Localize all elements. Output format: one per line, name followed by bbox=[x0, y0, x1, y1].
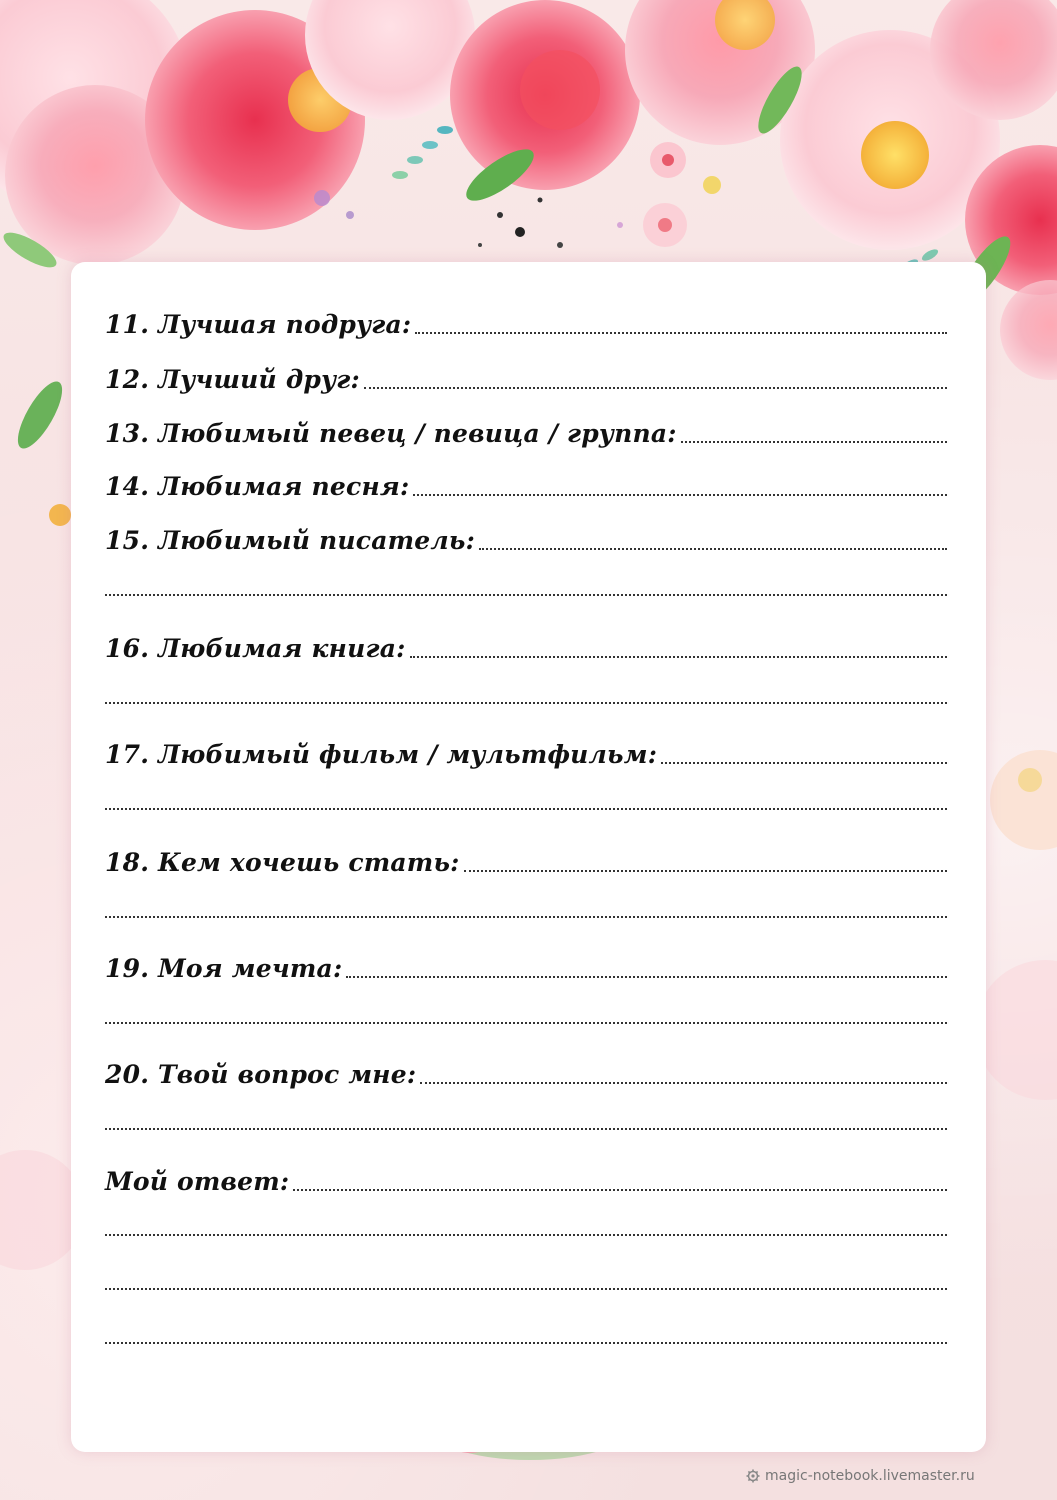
peony-flower bbox=[520, 50, 600, 130]
footer-credit bbox=[746, 1468, 975, 1484]
question-row bbox=[105, 1153, 947, 1197]
question-label: 18. Кем хочешь стать: bbox=[105, 848, 460, 877]
question-row bbox=[105, 512, 947, 556]
question-label: 13. Любимый певец / певица / группа: bbox=[105, 419, 677, 448]
question-label: 11. Лучшая подруга: bbox=[105, 310, 412, 339]
question-row bbox=[105, 620, 947, 664]
question-row bbox=[105, 940, 947, 984]
answer-line-continued[interactable] bbox=[105, 1288, 947, 1290]
question-label: 16. Любимая книга: bbox=[105, 634, 406, 663]
answer-line-continued[interactable] bbox=[105, 1234, 947, 1236]
question-row bbox=[105, 458, 947, 502]
question-row bbox=[105, 351, 947, 395]
answer-line[interactable] bbox=[293, 1189, 947, 1191]
answer-line[interactable] bbox=[346, 976, 947, 978]
answer-line-continued[interactable] bbox=[105, 1342, 947, 1344]
answer-line[interactable] bbox=[364, 387, 947, 389]
footer-url: magic-notebook.livemaster.ru bbox=[765, 1468, 975, 1484]
answer-line[interactable] bbox=[420, 1082, 947, 1084]
answer-line[interactable] bbox=[413, 494, 947, 496]
question-row bbox=[105, 296, 947, 340]
answer-line[interactable] bbox=[410, 656, 947, 658]
question-label: 19. Моя мечта: bbox=[105, 954, 343, 983]
answer-line[interactable] bbox=[681, 441, 947, 443]
answer-line-continued[interactable] bbox=[105, 702, 947, 704]
question-row bbox=[105, 405, 947, 449]
question-label: 12. Лучший друг: bbox=[105, 365, 360, 394]
question-label: 20. Твой вопрос мне: bbox=[105, 1060, 417, 1089]
answer-line-continued[interactable] bbox=[105, 808, 947, 810]
peony-flower bbox=[1000, 280, 1057, 380]
question-row bbox=[105, 726, 947, 770]
answer-line-continued[interactable] bbox=[105, 1128, 947, 1130]
question-label: Мой ответ: bbox=[105, 1167, 290, 1196]
question-label: 17. Любимый фильм / мультфильм: bbox=[105, 740, 658, 769]
question-label: 15. Любимый писатель: bbox=[105, 526, 476, 555]
answer-line[interactable] bbox=[479, 548, 947, 550]
question-row bbox=[105, 834, 947, 878]
answer-line-continued[interactable] bbox=[105, 1022, 947, 1024]
answer-line-continued[interactable] bbox=[105, 594, 947, 596]
answer-line[interactable] bbox=[415, 332, 947, 334]
peony-flower bbox=[861, 121, 929, 189]
question-row bbox=[105, 1046, 947, 1090]
answer-line[interactable] bbox=[464, 870, 947, 872]
gear-icon bbox=[746, 1469, 760, 1483]
answer-line-continued[interactable] bbox=[105, 916, 947, 918]
answer-line[interactable] bbox=[661, 762, 947, 764]
question-label: 14. Любимая песня: bbox=[105, 472, 410, 501]
